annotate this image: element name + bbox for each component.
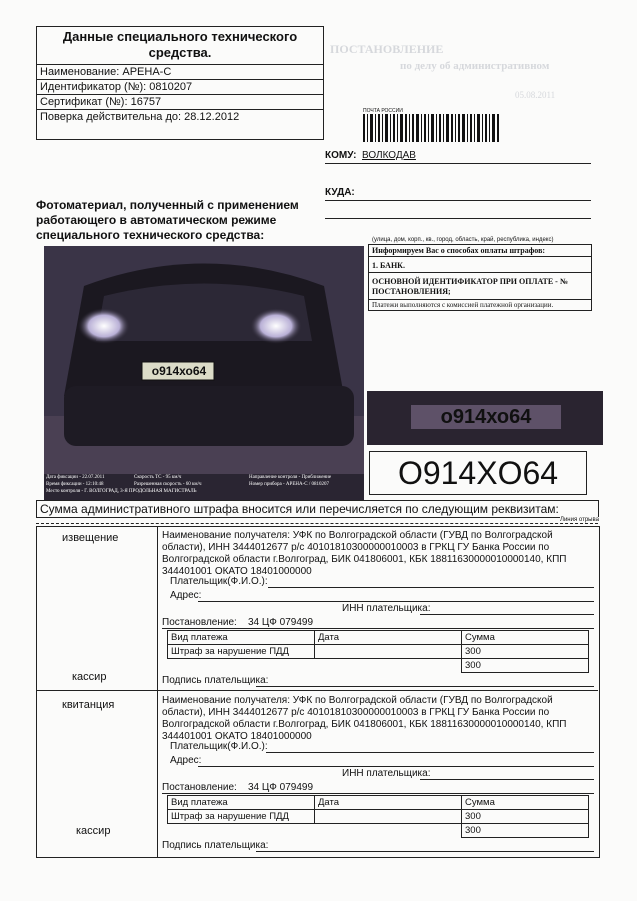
receipt-1-signature: Подпись плательщика: [162,675,269,686]
receipt-2-kind: квитанция [62,699,115,711]
receipt-1-recipient: Наименование получателя: УФК по Волгоградской области (ГУВД по Волгоградской области), ИНН 3444012677 р/с 40101810300000010003 в ГРКЦ ГУ Банка России по Волгоградской области г.Волгоград, БИК 041806001, КБК 18811630000010000140, КПП 344401001 ОКАТО 18401000000 [162,530,567,577]
where-line-2 [325,218,591,219]
receipt-2-decree-line [162,793,594,794]
to-line [325,163,591,164]
payment-info-header: Информируем Вас о способах оплаты штрафов: [369,245,591,257]
col-date: Дата [315,796,462,810]
receipt-2-address-line[interactable] [198,766,594,767]
receipts-divider-v [157,526,158,857]
where-label: КУДА: [325,187,355,198]
receipt-2-decree-value: 34 ЦФ 079499 [248,782,314,793]
photo-caption: Фотоматериал, полученный с применением работающего в автоматическом режиме специального технического средства: [36,198,299,242]
device-id: Идентификатор (№): 0810207 [37,80,323,95]
col-payment-type: Вид платежа [168,631,315,645]
cell-payment-type: Штраф за нарушение ПДД [168,645,315,659]
table-header-row [168,796,589,810]
receipt-1-decree-line [162,628,594,629]
receipt-2-inn-line[interactable] [420,779,594,780]
payment-info-bank: 1. БАНК. [369,257,591,273]
photo-meta-date: Дата фиксации - 22.07.2011 [46,475,105,480]
receipt-1-payer-label: Плательщик(Ф.И.О.): [170,576,268,587]
cell-total: 300 [462,659,589,673]
receipt-1-kind: извещение [62,532,119,544]
device-name: Наименование: АРЕНА-С [37,65,323,80]
photo-meta-device: Номер прибора - АРЕНА-С / 0810207 [249,482,329,487]
receipt-1-signature-line[interactable] [256,686,594,687]
receipt-2-signature-line[interactable] [256,851,594,852]
cell-date [315,645,462,659]
photo-meta-allowed: Разрешенная скорость - 60 км/ч [134,482,202,487]
col-sum: Сумма [462,631,589,645]
cut-line-label: Линия отрыва [560,517,599,523]
payment-info-commission: Платежи выполняются с комиссией платежной организации. [372,301,554,309]
receipt-1-table [167,630,589,673]
plate-crop-text: о914хо64 [411,405,561,429]
where-line-1 [325,200,591,201]
col-payment-type: Вид платежа [168,796,315,810]
device-verify: Поверка действительна до: 28.12.2012 [40,111,240,123]
payment-info [368,244,592,311]
photo-plate: о914хо64 [151,364,207,378]
receipt-1-address-line[interactable] [198,601,594,602]
cell-total: 300 [462,824,589,838]
receipt-1-role: кассир [72,671,107,683]
ghost-title: ПОСТАНОВЛЕНИЕ [330,42,444,56]
vehicle-image [44,246,364,474]
table-row [168,645,589,659]
ghost-subtitle: по делу об административном [400,60,550,72]
receipt-2-recipient: Наименование получателя: УФК по Волгоградской области (ГУВД по Волгоградской области), ИНН 3444012677 р/с 40101810300000010003 в ГРКЦ ГУ Банка России по Волгоградской области г.Волгоград, БИК 041806001, КБК 18811630000010000140, КПП 344401001 ОКАТО 18401000000 [162,695,567,742]
table-header-row [168,631,589,645]
photo-meta-direction: Направление контроля - Приближение [249,475,332,480]
table-row [168,810,589,824]
vehicle-photo [44,246,364,500]
col-sum: Сумма [462,796,589,810]
col-date: Дата [315,631,462,645]
cell-date [315,810,462,824]
receipt-1-address-label: Адрес: [170,590,202,601]
receipt-2-payer-line[interactable] [266,752,594,753]
receipt-2-payer-label: Плательщик(Ф.И.О.): [170,741,268,752]
table-total-row [168,659,589,673]
receipts-divider-h [36,690,598,691]
barcode-icon [363,114,503,142]
photo-meta-speed: Скорость ТС - 95 км/ч [134,475,182,480]
to-value: ВОЛКОДАВ [362,150,416,161]
cell-sum: 300 [462,810,589,824]
receipt-2-signature: Подпись плательщика: [162,840,269,851]
receipt-2-table [167,795,589,838]
device-cert: Сертификат (№): 16757 [37,95,323,110]
receipt-1-decree-value: 34 ЦФ 079499 [248,617,314,628]
receipt-2-inn-label: ИНН плательщика: [342,768,431,779]
address-hint: (улица, дом, корп., кв., город, область, край, республика, индекс) [372,237,554,243]
receipt-2-decree-label: Постановление: [162,782,237,793]
cell-payment-type: Штраф за нарушение ПДД [168,810,315,824]
to-label: КОМУ: [325,150,357,161]
photo-meta-place: Место контроля - Г. ВОЛГОГРАД, 3-Я ПРОДОЛЬНАЯ МАГИСТРАЛЬ [46,489,197,494]
cell-sum: 300 [462,645,589,659]
ghost-date: 05.08.2011 [515,90,556,100]
receipt-1-payer-line[interactable] [268,587,594,588]
barcode [363,108,503,147]
barcode-label: ПОЧТА РОССИИ [363,108,403,114]
fine-header: Сумма административного штрафа вносится или перечисляется по следующим реквизитам: [36,500,599,518]
plate-crop [367,391,603,445]
table-total-row [168,824,589,838]
receipt-2-address-label: Адрес: [170,755,202,766]
device-box-title: Данные специального технического средства. [37,27,323,65]
photo-meta-time: Время фиксации - 12:10:48 [46,482,104,487]
receipt-2-role: кассир [76,825,111,837]
plate-big: O914XO64 [369,451,587,495]
payment-info-id: ОСНОВНОЙ ИДЕНТИФИКАТОР ПРИ ОПЛАТЕ - № ПОСТАНОВЛЕНИЯ; [369,273,591,300]
receipt-1-inn-line[interactable] [420,614,594,615]
receipt-1-decree-label: Постановление: [162,617,237,628]
receipt-1-inn-label: ИНН плательщика: [342,603,431,614]
device-box [36,26,324,140]
cut-line [36,523,598,524]
